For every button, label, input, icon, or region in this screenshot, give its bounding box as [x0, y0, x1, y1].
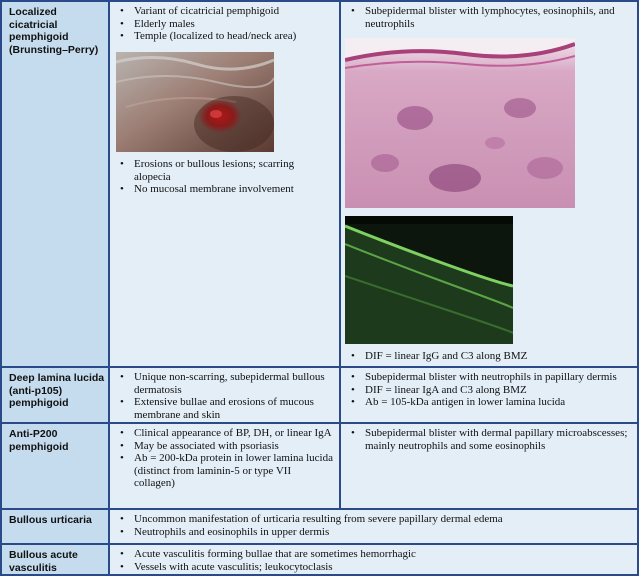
row3-histo-list [349, 427, 631, 452]
row1-clinical-cell [110, 2, 339, 366]
list-item: • Vessels with acute vasculitis; leukocytoclasis [118, 561, 631, 574]
row4-name: Bullous urticaria [9, 514, 92, 526]
column-divider [108, 0, 110, 576]
list-item: • Erosions or bullous lesions; scarring alopecia [118, 158, 333, 183]
row5-name: Bullous acute vasculitis [9, 549, 78, 574]
row5-details-list [118, 548, 631, 573]
row4-name-cell [2, 510, 108, 543]
list-item: • Temple (localized to head/neck area) [118, 30, 333, 43]
row3-clinical-cell [110, 424, 339, 508]
list-item: • No mucosal membrane involvement [118, 183, 333, 196]
row4-details-list [118, 513, 631, 538]
list-item: • Extensive bullae and erosions of mucous membrane and skin [118, 396, 333, 421]
list-item: • Acute vasculitis forming bullae that are sometimes hemorrhagic [118, 548, 631, 561]
dif-fluorescence-photo [345, 216, 513, 344]
list-item: • Subepidermal blister with dermal papillary microabscesses; mainly neutrophils and some eosinophils [349, 427, 631, 452]
row1-histo-list-bottom [349, 350, 631, 363]
list-item: • Ab = 105-kDa antigen in lower lamina lucida [349, 396, 631, 409]
row1-clinical-list-bottom [118, 158, 333, 196]
row2-name-cell [2, 368, 108, 422]
histology-he-photo [345, 38, 575, 208]
row3-histo-cell [341, 424, 637, 508]
row2-clinical-list [118, 371, 333, 421]
list-item: • Clinical appearance of BP, DH, or linear IgA [118, 427, 333, 440]
list-item: • Elderly males [118, 18, 333, 31]
row5-name-cell [2, 545, 108, 574]
column-divider [339, 0, 341, 510]
row1-name-cell [2, 2, 108, 366]
row3-name: Anti-P200 pemphigoid [9, 428, 69, 453]
list-item: • Subepidermal blister with neutrophils in papillary dermis [349, 371, 631, 384]
row3-name-cell [2, 424, 108, 508]
list-item: • Ab = 200-kDa protein in lower lamina lucida [118, 452, 333, 465]
row3-clinical-list [118, 427, 333, 465]
row-divider [0, 508, 639, 510]
row4-details-cell [110, 510, 637, 543]
list-item: • Subepidermal blister with lymphocytes, eosinophils, and neutrophils [349, 5, 631, 30]
list-item: • Variant of cicatricial pemphigoid [118, 5, 333, 18]
row-divider [0, 366, 639, 368]
row1-name: Localized cicatricial pemphigoid (Brunsting–Perry) [9, 6, 99, 56]
list-item: • May be associated with psoriasis [118, 440, 333, 453]
row2-clinical-cell [110, 368, 339, 422]
table-border-top [0, 0, 639, 2]
row5-details-cell [110, 545, 637, 574]
clinical-photo-scalp-lesion [116, 52, 274, 152]
list-item: • Uncommon manifestation of urticaria resulting from severe papillary dermal edema [118, 513, 631, 526]
table-border-left [0, 0, 2, 576]
row1-histo-cell [341, 2, 637, 366]
row1-histo-list-top [349, 5, 631, 30]
row2-histo-cell [341, 368, 637, 422]
row-divider [0, 543, 639, 545]
list-item: • Unique non-scarring, subepidermal bullous dermatosis [118, 371, 333, 396]
row-divider [0, 422, 639, 424]
row2-histo-list [349, 371, 631, 409]
row3-clinical-note: (distinct from laminin-5 or type VII collagen) [134, 464, 292, 490]
list-item: • DIF = linear IgA and C3 along BMZ [349, 384, 631, 397]
list-item: • DIF = linear IgG and C3 along BMZ [349, 350, 631, 363]
row1-clinical-list-top [118, 5, 333, 43]
row2-name: Deep lamina lucida (anti-p105) pemphigoid [9, 372, 105, 409]
list-item: • Neutrophils and eosinophils in upper dermis [118, 526, 631, 539]
